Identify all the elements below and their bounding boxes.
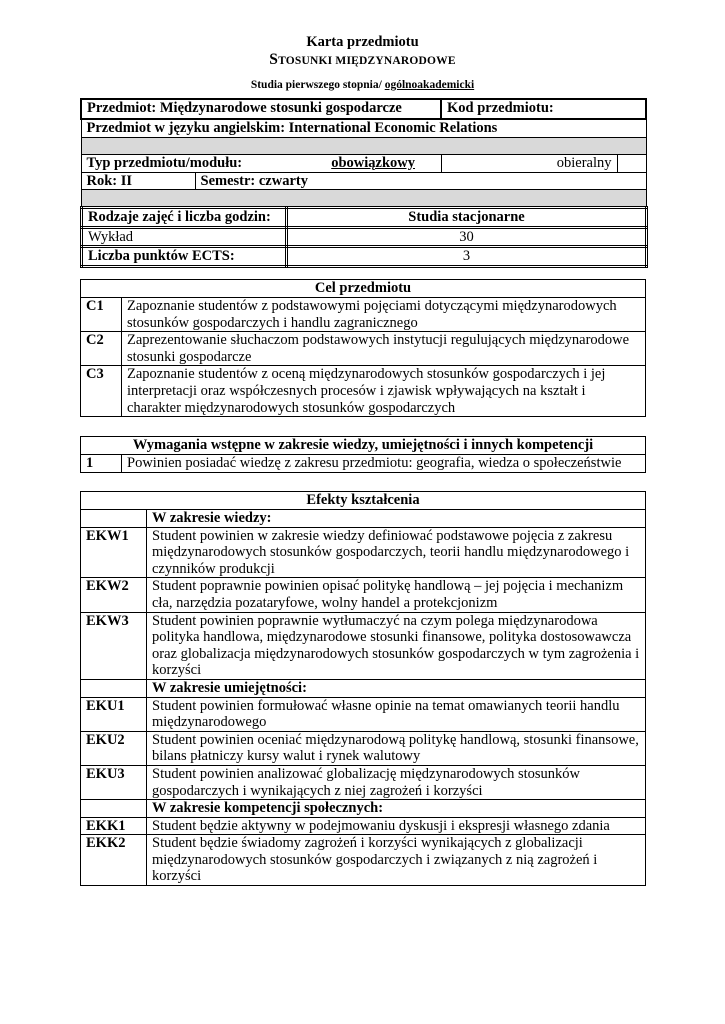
subject-name-rest: TOSUNKI MIĘDZYNARODOWE <box>278 55 456 67</box>
outcome-text: Student poprawnie powinien opisać politykę handlową – jej pojęcia i mechanizm cła, narzędzia pozataryfowe, wolny handel a protekcjonizm <box>147 578 646 612</box>
ects-label: Liczba punktów ECTS: <box>82 247 287 267</box>
lecture-label: Wykład <box>82 227 287 247</box>
outcome-code: EKU2 <box>81 731 147 765</box>
skills-section-label: W zakresie umiejętności: <box>147 679 646 697</box>
lecture-hours: 30 <box>287 227 647 247</box>
english-name-cell: Przedmiot w języku angielskim: International Economic Relations <box>81 119 646 137</box>
goals-title: Cel przedmiotu <box>81 280 646 298</box>
prerequisite-text: Powinien posiadać wiedzę z zakresu przedmiotu: geografia, wiedza o społeczeństwie <box>122 455 646 473</box>
semester-cell: Semestr: czwarty <box>195 172 646 190</box>
social-section-label: W zakresie kompetencji społecznych: <box>147 800 646 818</box>
subject-type-elective: obieralny <box>441 154 617 172</box>
goal-text: Zapoznanie studentów z podstawowymi pojęciami dotyczącymi międzynarodowych stosunków gospodarczych i handlu zagranicznego <box>122 298 646 332</box>
outcome-text: Student będzie aktywny w podejmowaniu dyskusji i ekspresji własnego zdania <box>147 817 646 835</box>
study-profile: ogólnoakademicki <box>384 79 475 91</box>
prerequisites-table <box>80 436 646 473</box>
goals-table <box>80 279 646 417</box>
study-level: Studia pierwszego stopnia/ <box>250 79 385 91</box>
outcome-code: EKU3 <box>81 765 147 799</box>
outcome-code: EKW3 <box>81 612 147 679</box>
study-level-line <box>0 79 725 91</box>
subject-type-end <box>617 154 646 172</box>
subject-type-required: obowiązkowy <box>331 154 415 171</box>
subject-type-gap <box>420 154 441 172</box>
document-title: Karta przedmiotu <box>306 34 419 50</box>
goal-code: C1 <box>81 298 122 332</box>
subject-type-label: Typ przedmiotu/modułu: obowiązkowy <box>81 154 420 172</box>
section-code-empty <box>81 800 147 818</box>
section-code-empty <box>81 679 147 697</box>
goal-text: Zapoznanie studentów z oceną międzynarodowych stosunków gospodarczych i jej interpretacji oraz współczesnych procesów i zjawisk wpływających na kształt i charakter międzynarodowych stosunków gospodarczych <box>122 366 646 417</box>
year-cell: Rok: II <box>81 172 195 190</box>
outcome-text: Student powinien poprawnie wytłumaczyć na czym polega międzynarodowa polityka handlowa, międzynarodowe stosunki finansowe, polityka dostosowawcza oraz globalizacja międzynarodowych stosunków gospodarczych w tym zagrożenia i korzyści <box>147 612 646 679</box>
subject-name-cell: Przedmiot: Międzynarodowe stosunki gospodarcze <box>81 99 441 119</box>
ects-value: 3 <box>287 247 647 267</box>
prerequisites-title: Wymagania wstępne w zakresie wiedzy, umiejętności i innych kompetencji <box>81 437 646 455</box>
goal-code: C3 <box>81 366 122 417</box>
outcome-code: EKW2 <box>81 578 147 612</box>
section-code-empty <box>81 510 147 528</box>
outcome-code: EKW1 <box>81 527 147 578</box>
knowledge-section-label: W zakresie wiedzy: <box>147 510 646 528</box>
outcome-text: Student będzie świadomy zagrożeń i korzyści wynikających z globalizacji międzynarodowych stosunków gospodarczych i związanych z nią zagrożeń i korzyści <box>147 835 646 886</box>
spacer-row <box>81 137 646 154</box>
hours-header-value: Studia stacjonarne <box>287 208 647 228</box>
goal-text: Zaprezentowanie słuchaczom podstawowych instytucji regulujących międzynarodowe stosunki gospodarcze <box>122 332 646 366</box>
outcome-text: Student powinien analizować globalizację międzynarodowych stosunków gospodarczych i wynikających z niej zagrożeń i korzyści <box>147 765 646 799</box>
outcome-text: Student powinien w zakresie wiedzy definiować podstawowe pojęcia z zakresu międzynarodowych stosunków gospodarczych, teorii handlu międzynarodowego i czynników produkcji <box>147 527 646 578</box>
outcome-code: EKK2 <box>81 835 147 886</box>
hours-table <box>80 206 648 268</box>
outcome-code: EKK1 <box>81 817 147 835</box>
prerequisite-code: 1 <box>81 455 122 473</box>
goal-code: C2 <box>81 332 122 366</box>
outcome-text: Student powinien formułować własne opinie na temat omawianych teorii handlu międzynarodowego <box>147 697 646 731</box>
subject-name-initial: S <box>269 51 279 68</box>
outcomes-title: Efekty kształcenia <box>81 492 646 510</box>
outcome-text: Student powinien oceniać międzynarodową politykę handlową, stosunki finansowe, bilans płatniczy kursy walut i rynek walutowy <box>147 731 646 765</box>
subject-name-heading <box>0 51 725 69</box>
outcome-code: EKU1 <box>81 697 147 731</box>
subject-info-table <box>80 98 647 207</box>
spacer-row <box>81 190 646 207</box>
outcomes-table <box>80 491 646 886</box>
subject-code-cell: Kod przedmiotu: <box>441 99 646 119</box>
hours-header-label: Rodzaje zajęć i liczba godzin: <box>82 208 287 228</box>
